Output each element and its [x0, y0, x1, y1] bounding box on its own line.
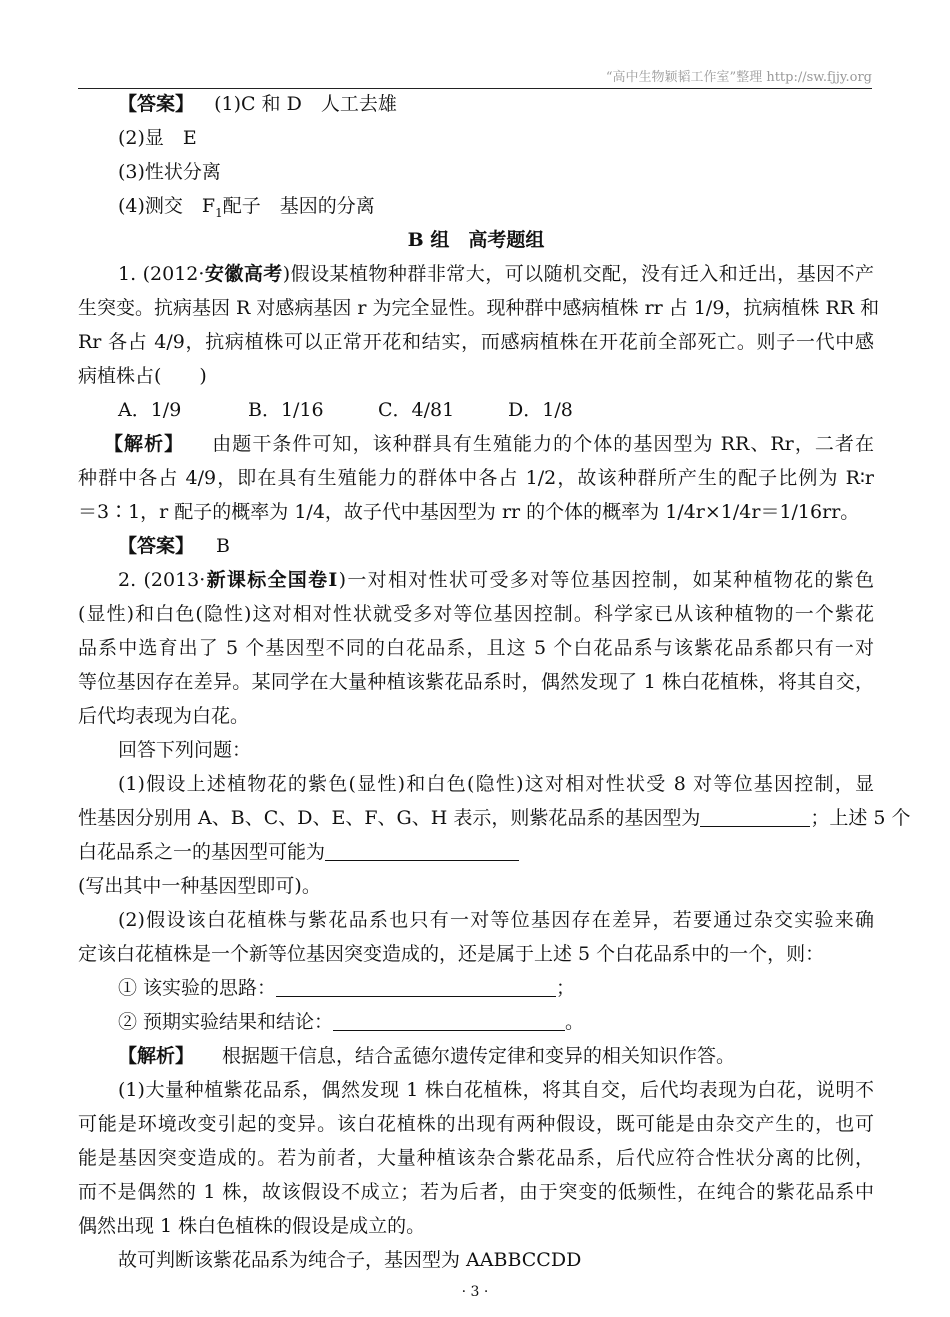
q2-line3: 品系中选育出了 5 个基因型不同的白花品系，且这 5 个白花品系与该紫花品系都只有一对 [78, 637, 874, 659]
answer1-line4 [118, 194, 914, 225]
q2-p2d-post: 。 [565, 1011, 585, 1033]
answer-blank-4[interactable] [333, 1011, 565, 1031]
q2-line6: 回答下列问题： [118, 739, 252, 761]
q2-num: 2. (2013· [118, 569, 206, 591]
q2-p1-line4: (写出其中一种基因型即可)。 [78, 875, 321, 897]
answer-blank-3[interactable] [276, 977, 556, 997]
q2-p2-line2: 定该白花植株是一个新等位基因突变造成的，还是属于上述 5 个白花品系中的一个，则： [78, 943, 825, 965]
q2-p2-line3 [118, 976, 914, 1000]
q2-p2-line4 [118, 1010, 914, 1034]
answer1-sub: 1 [215, 205, 223, 220]
section-title: B 组 高考题组 [407, 229, 545, 251]
q1-option-b: B．1/16 [248, 399, 324, 421]
q2-line1 [118, 568, 874, 592]
answer1-text4a: (4)测交 F [118, 195, 216, 217]
q2-p2-line1: (2)假设该白花植株与紫花品系也只有一对等位基因存在差异，若要通过杂交实验来确 [118, 909, 874, 931]
q2-analysis-line3: 可能是环境改变引起的变异。该白花植株的出现有两种假设，既可能是由杂交产生的，也可 [78, 1113, 874, 1135]
q2-p2c-pre: ① 该实验的思路： [118, 977, 277, 999]
answer-label: 【答案】 [118, 93, 195, 115]
q1-line2: 生突变。抗病基因 R 对感病基因 r 为完全显性。现种群中感病植株 rr 占 1/9，抗病植株 RR 和 [78, 297, 880, 319]
q1-option-d: D．1/8 [508, 399, 573, 421]
q2-analysis-text1: 根据题干信息，结合孟德尔遗传定律和变异的相关知识作答。 [222, 1045, 736, 1067]
page-number: · 3 · [461, 1284, 489, 1300]
q2-analysis-line2: (1)大量种植紫花品系，偶然发现 1 株白花植株，将其自交，后代均表现为白花，说明不 [118, 1079, 874, 1101]
q2-p2c-post: ； [556, 977, 576, 999]
q1-line4: 病植株占( ) [78, 365, 207, 387]
answer1-line2: (2)显 E [118, 127, 197, 149]
q2-p1b-post: ；上述 5 个 [810, 807, 911, 829]
header-text: “高中生物颖韬工作室”整理 http://sw.fjjy.org [605, 70, 872, 85]
q1-analysis-line2: 种群中各占 4/9，即在具有生殖能力的群体中各占 1/2，故该种群所产生的配子比例为 R∶r [78, 467, 874, 489]
q1-answer: B [216, 535, 230, 557]
answer-blank-1[interactable] [700, 807, 810, 827]
q2-line5: 后代均表现为白花。 [78, 705, 250, 727]
answer1-text1: (1)C 和 D 人工去雄 [214, 93, 397, 115]
q2-line2: (显性)和白色(隐性)这对相对性状就受多对等位基因控制。科学家已从该种植物的一个紫花 [78, 603, 874, 625]
q1-text1: )假设某植物种群非常大，可以随机交配，没有迁入和迁出，基因不产 [282, 263, 874, 285]
answer-blank-2[interactable] [325, 841, 519, 861]
q2-p1c: 白花品系之一的基因型可能为 [78, 841, 326, 863]
q1-option-a: A．1/9 [118, 399, 182, 421]
q2-line4: 等位基因存在差异。某同学在大量种植该紫花品系时，偶然发现了 1 株白花植株，将其自交， [78, 671, 874, 693]
q2-p1-line3 [78, 840, 874, 864]
q2-source: 新课标全国卷Ⅰ [205, 569, 339, 591]
q2-analysis-line7: 故可判断该紫花品系为纯合子，基因型为 AABBCCDD [118, 1249, 582, 1271]
q1-option-c: C．4/81 [378, 399, 455, 421]
q1-answer-label: 【答案】 [118, 535, 195, 557]
q2-p2d-pre: ② 预期实验结果和结论： [118, 1011, 334, 1033]
answer1-text4b: 配子 基因的分离 [222, 195, 375, 217]
q1-analysis-line1 [104, 432, 874, 456]
q1-analysis-text1: 由题干条件可知，该种群具有生殖能力的个体的基因型为 RR、Rr，二者在 [212, 433, 874, 455]
q1-line1 [118, 262, 874, 286]
answer1-line3: (3)性状分离 [118, 161, 221, 183]
q1-source: 安徽高考 [204, 263, 283, 285]
page-header [78, 64, 872, 89]
answer1-line1 [118, 92, 914, 116]
q1-line3: Rr 各占 4/9，抗病植株可以正常开花和结实，而感病植株在开花前全部死亡。则子一代中感 [78, 331, 874, 353]
q1-options [118, 398, 914, 422]
q1-num: 1. (2012· [118, 263, 205, 285]
q2-analysis-line1 [118, 1044, 914, 1068]
q2-p1-line1: (1)假设上述植物花的紫色(显性)和白色(隐性)这对相对性状受 8 对等位基因控制，显 [118, 773, 874, 795]
q2-p1b-pre: 性基因分别用 A、B、C、D、E、F、G、H 表示，则紫花品系的基因型为 [78, 807, 701, 829]
q1-answer-line [118, 534, 914, 558]
q2-analysis-line5: 而不是偶然的 1 株，故该假设不成立；若为后者，由于突变的低频性，在纯合的紫花品系中 [78, 1181, 874, 1203]
q1-analysis-label: 【解析】 [104, 433, 185, 455]
q1-analysis-line3: ＝3∶1，r 配子的概率为 1/4，故子代中基因型为 rr 的个体的概率为 1/4r×1/4r＝1/16rr。 [78, 501, 860, 523]
q2-text1: )一对相对性状可受多对等位基因控制，如某种植物花的紫色 [338, 569, 874, 591]
q2-analysis-line6: 偶然出现 1 株白色植株的假设是成立的。 [78, 1215, 426, 1237]
q2-analysis-line4: 能是基因突变造成的。若为前者，大量种植该杂合紫花品系，后代应符合性状分离的比例， [78, 1147, 874, 1169]
q2-p1-line2 [78, 806, 911, 830]
q2-analysis-label: 【解析】 [118, 1045, 195, 1067]
